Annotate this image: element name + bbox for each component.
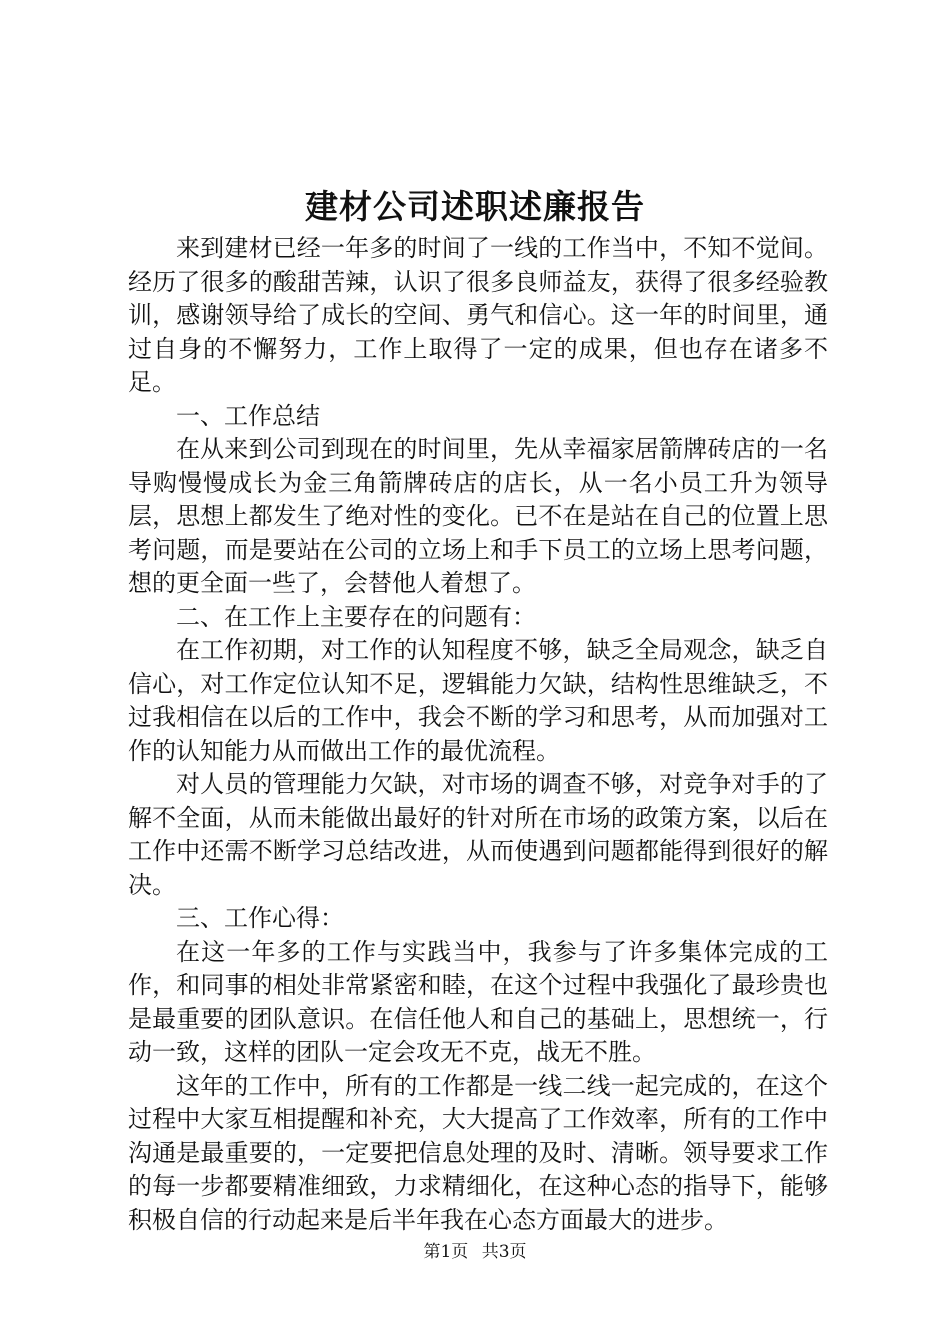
page-footer: [0, 1240, 950, 1264]
page-total: 共3页: [481, 1242, 527, 1262]
paragraph-work-summary: 在从来到公司到现在的时间里，先从幸福家居箭牌砖店的一名导购慢慢成长为金三角箭牌砖店的店长，从一名小员工升为领导层，思想上都发生了绝对性的变化。已不在是站在自己的位置上思考问题，而是要站在公司的立场上和手下员工的立场上思考问题，想的更全面一些了，会替他人着想了。: [128, 435, 828, 597]
paragraph-problem-1: 在工作初期，对工作的认知程度不够，缺乏全局观念，缺乏自信心，对工作定位认知不足，逻辑能力欠缺，结构性思维缺乏，不过我相信在以后的工作中，我会不断的学习和思考，从而加强对工作的认知能力从而做出工作的最优流程。: [128, 636, 828, 765]
document-title: 建材公司述职述廉报告: [305, 187, 645, 226]
paragraph-problem-2: 对人员的管理能力欠缺，对市场的调查不够，对竞争对手的了解不全面，从而未能做出最好的针对所在市场的政策方案，以后在工作中还需不断学习总结改进，从而使遇到问题都能得到很好的解决。: [128, 770, 828, 899]
section-heading-problems: 二、在工作上主要存在的问题有：: [176, 602, 536, 631]
paragraph-experience-1: 在这一年多的工作与实践当中，我参与了许多集体完成的工作，和同事的相处非常紧密和睦，在这个过程中我强化了最珍贵也是最重要的团队意识。在信任他人和自己的基础上，思想统一，行动一致，这样的团队一定会攻无不克，战无不胜。: [128, 937, 828, 1066]
section-heading-work-summary: 一、工作总结: [176, 401, 320, 430]
section-heading-experience: 三、工作心得：: [176, 904, 344, 932]
page-number: 第1页: [423, 1242, 469, 1262]
paragraph-intro: 来到建材已经一年多的时间了一线的工作当中，不知不觉间。经历了很多的酸甜苦辣，认识了很多良师益友，获得了很多经验教训，感谢领导给了成长的空间、勇气和信心。这一年的时间里，通过自身的不懈努力，工作上取得了一定的成果，但也存在诸多不足。: [128, 234, 828, 396]
document-body: [128, 232, 828, 1237]
paragraph-experience-2: 这年的工作中，所有的工作都是一线二线一起完成的，在这个过程中大家互相提醒和补充，大大提高了工作效率，所有的工作中沟通是最重要的，一定要把信息处理的及时、清晰。领导要求工作的每一步都要精准细致，力求精细化，在这种心态的指导下，能够积极自信的行动起来是后半年我在心态方面最大的进步。: [128, 1071, 828, 1234]
